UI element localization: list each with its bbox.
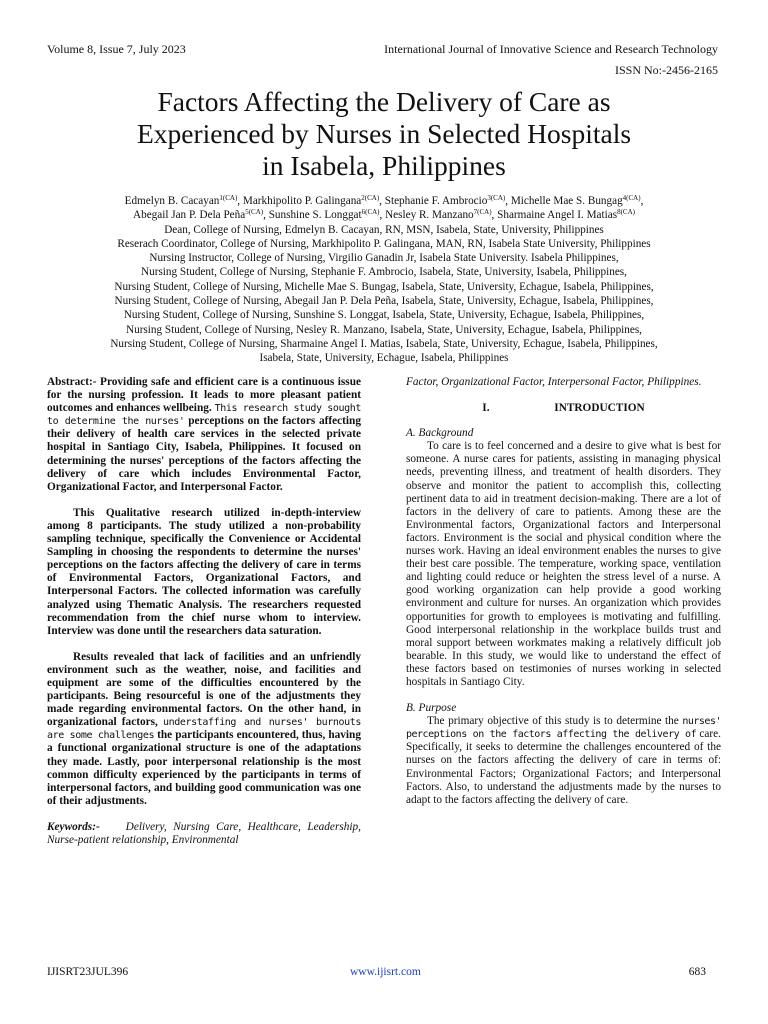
purpose-text: The primary objective of this study is to determine the xyxy=(427,715,683,728)
author-sep: , xyxy=(640,195,644,207)
author-sup: 7(CA) xyxy=(473,208,492,217)
purpose-text: care. Specifically, it seeks to determine the challenges encountered of the nurses on the factors affecting the delivery of care in terms of: Environmental Factors; Organizational Factors; and Interpersonal Factors. Also, to understand the adjustments made by the nurses to adapt to the factors affecting the delivery of care. xyxy=(406,728,721,806)
section-title: INTRODUCTION xyxy=(554,402,645,415)
abstract-text: Abstract:- Providing safe and efficient care is a continuous issue for the nursing profession. It leads to more pleasant patient outcomes and enhances wellbeing. xyxy=(47,376,361,415)
right-column xyxy=(406,376,721,820)
title-line-2: Experienced by Nurses in Selected Hospitals xyxy=(136,118,632,149)
affiliation-line: Nursing Student, College of Nursing, Sunshine S. Longgat, Isabela, State, University, Echague, Isabela, Philippines, xyxy=(123,309,645,322)
author-name: , Nesley R. Manzano xyxy=(379,209,474,222)
author-name: , Michelle Mae S. Bungag xyxy=(505,195,623,207)
section-heading-introduction xyxy=(406,402,721,415)
affiliation-line: Dean, College of Nursing, Edmelyn B. Cacayan, RN, MSN, Isabela, State, University, Philippines xyxy=(164,223,604,236)
abstract-text: Results revealed that lack of facilities and an unfriendly environment such as the weather, noise, and facilities and equipment are some of the difficulties encountered by the participants. Being resourceful is one of the adjustments they made regarding environmental factors. On the other hand, in organizational factors, xyxy=(47,650,361,729)
paper-title xyxy=(60,86,708,182)
author-name: Edmelyn B. Cacayan xyxy=(124,195,220,207)
affiliation-line: Reserach Coordinator, College of Nursing, Markhipolito P. Galingana, MAN, RN, Isabela State University, Philippines xyxy=(117,237,651,250)
author-sup: 8(CA) xyxy=(617,208,635,217)
affiliation-line: Nursing Student, College of Nursing, Michelle Mae S. Bungag, Isabela, State, University, Echague, Isabela, Philippines, xyxy=(114,280,654,293)
affiliation-line: Nursing Student, College of Nursing, Sharmaine Angel I. Matias, Isabela, State, University, Echague, Isabela, Philippines, xyxy=(110,337,658,350)
footer-website-link[interactable]: www.ijisrt.com xyxy=(350,966,421,978)
subsection-purpose: B. Purpose xyxy=(406,702,457,715)
author-sup: 1(CA) xyxy=(219,194,238,202)
author-line-1 xyxy=(40,194,728,208)
running-header-journal: International Journal of Innovative Science and Research Technology xyxy=(384,42,718,56)
affiliation-line: Nursing Student, College of Nursing, Nesley R. Manzano, Isabela, State, University, Echague, Isabela, Philippines, xyxy=(126,323,642,336)
footer-page-number: 683 xyxy=(688,966,706,978)
author-name: , Stephanie F. Ambrocio xyxy=(379,195,488,207)
abstract-mono-text: This research study sought to determine the nurses' xyxy=(47,403,361,428)
author-sup: 5(CA) xyxy=(245,208,264,217)
affiliation-line: Nursing Instructor, College of Nursing, Virgilio Ganadin Jr, Isabela State University. Isabela Philippines, xyxy=(149,252,619,265)
keywords-text: Delivery, Nursing Care, Healthcare, Leadership, Nurse-patient relationship, Environmental xyxy=(47,820,362,846)
keywords xyxy=(47,821,361,847)
abstract-paragraph-1 xyxy=(47,376,361,494)
author-name: Abegail Jan P. Dela Peña xyxy=(133,209,246,222)
author-line-2 xyxy=(40,208,728,222)
running-header-volume: Volume 8, Issue 7, July 2023 xyxy=(47,42,186,56)
affiliation-line: Nursing Student, College of Nursing, Abegail Jan P. Dela Peña, Isabela, State, University, Echague, Isabela, Philippines, xyxy=(114,295,654,308)
abstract-text: the participants encountered, thus, having a functional organizational structure is one of the adaptations they made. Lastly, poor interpersonal relationship is the most common difficulty experienced by the participants in terms of interpersonal factors, and building good communication was one of their adjustments. xyxy=(47,729,361,807)
author-sup: 3(CA) xyxy=(487,194,506,202)
issn: ISSN No:-2456-2165 xyxy=(614,63,718,77)
author-sup: 4(CA) xyxy=(622,194,641,202)
author-name: , Sharmaine Angel I. Matias xyxy=(491,209,618,222)
section-number: I. xyxy=(482,402,490,415)
background-paragraph: To care is to feel concerned and a desire to give what is best for someone. A nurse cares for patients, assisting in managing physical needs, preventing illness, and treatment of health disorders. They observe and monitor the patient to accomplish this, collecting pertinent data to aid in treatment decision-making. There are a lot of factors in the delivery of care to patients. Among these are the Environmental factors, Organizational factors and Interpersonal factors. Environment is the social and physical condition where the nurses work. Having an ideal environment enables the nurses to give their best care possible. The temperature, working space, ventilation and lighting could reduce or heighten the stress level of a nurse. A good working organization can help provide a good working environment and culture for nurses. An organization which provides opportunities for growth to employees is motivating and fulfilling. Good interpersonal relationship in the workplace builds trust and moral support between workmates making a relatively difficult job bearable. In this study, we would like to understand the effect of these factors based on testimonies of nurses working in selected hospitals in Santiago City. xyxy=(406,440,721,688)
author-block xyxy=(40,194,728,366)
abstract-mono-text: understaffing and nurses' burnouts are some challenges xyxy=(47,717,361,742)
keywords-continued: Factor, Organizational Factor, Interpersonal Factor, Philippines. xyxy=(406,376,702,388)
left-column xyxy=(47,376,361,847)
affiliation-line: Isabela, State, University, Echague, Isabela, Philippines xyxy=(259,352,509,365)
author-sup: 6(CA) xyxy=(361,208,380,217)
abstract-paragraph-3 xyxy=(47,651,361,808)
subsection-background: A. Background xyxy=(406,427,474,440)
abstract xyxy=(47,376,361,808)
author-sup: 2(CA) xyxy=(361,194,380,202)
author-name: , Markhipolito P. Galingana xyxy=(237,195,362,207)
keywords-label: Keywords:- xyxy=(47,820,100,833)
title-line-1: Factors Affecting the Delivery of Care as xyxy=(157,86,611,117)
purpose-paragraph xyxy=(406,715,721,807)
purpose-mono-text: nurses' perceptions on the factors affecting the delivery of xyxy=(406,716,721,741)
affiliation-line: Nursing Student, College of Nursing, Stephanie F. Ambrocio, Isabela, State, University, Isabela, Philippines, xyxy=(141,266,627,279)
footer-paper-id: IJISRT23JUL396 xyxy=(47,966,129,978)
author-name: , Sunshine S. Longgat xyxy=(263,209,362,222)
abstract-text: perceptions on the factors affecting their delivery of health care services in the selected private hospital in Santiago City, Isabela, Philippines. It focused on determining the nurses' perceptions of the factors affecting the delivery of care which includes Environmental Factor, Organizational Factor, and Interpersonal Factor. xyxy=(47,415,361,493)
title-line-3: in Isabela, Philippines xyxy=(262,150,506,181)
abstract-paragraph-2: This Qualitative research utilized in-depth-interview among 8 participants. The study utilized a non-probability sampling technique, specifically the Convenience or Accidental Sampling in choosing the respondents to determine the nurses' perceptions on the factors affecting the delivery of care in terms of Environmental Factors, Organizational Factors, and Interpersonal Factors. The collected information was carefully analyzed using Thematic Analysis. The researchers requested recommendation from the chief nurse whom to interview. Interview was done until the researchers data saturation. xyxy=(47,506,361,637)
